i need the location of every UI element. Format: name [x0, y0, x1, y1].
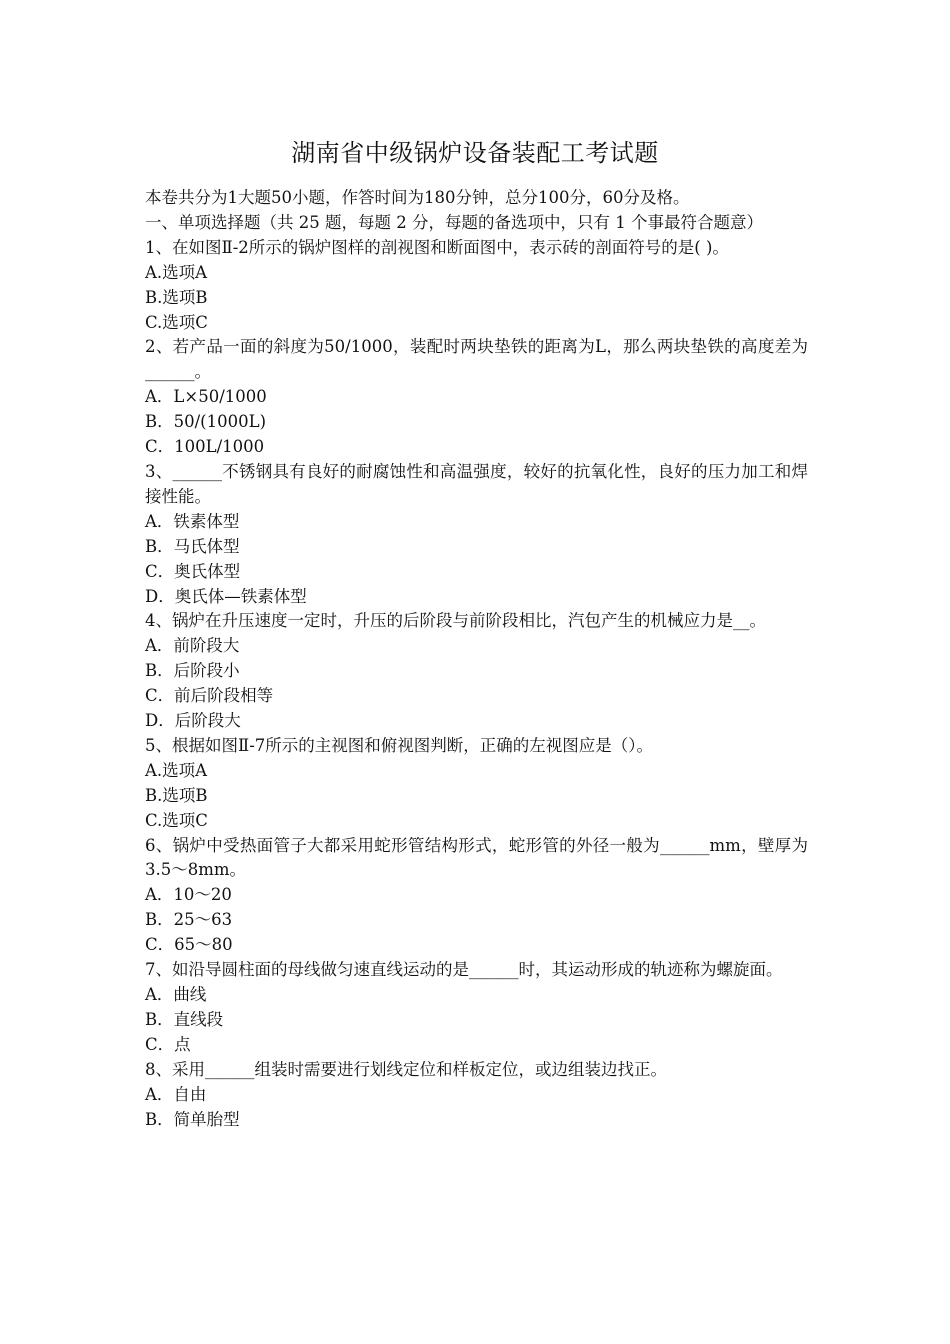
- question-8-option-b: B．简单胎型: [145, 1109, 240, 1129]
- question-7-option-c: C．点: [145, 1034, 191, 1054]
- question-7-option-b: B．直线段: [145, 1009, 224, 1029]
- question-7-option-a: A．曲线: [145, 985, 207, 1004]
- question-7-stem: 7、如沿导圆柱面的母线做匀速直线运动的是______时，其运动形成的轨迹称为螺旋面。: [145, 960, 783, 980]
- question-3-option-d: D．奥氏体—铁素体型: [145, 586, 307, 606]
- document-body: [145, 186, 808, 1132]
- question-3-option-b: B．马氏体型: [145, 536, 240, 556]
- question-2-option-a: A．L×50/1000: [145, 387, 267, 407]
- question-4-option-b: B．后阶段小: [145, 661, 240, 681]
- question-5-option-a: A.选项A: [145, 760, 208, 780]
- question-2-option-c: C．100L/1000: [145, 437, 265, 457]
- question-6-option-c: C．65～80: [145, 935, 233, 955]
- intro-text: 本卷共分为1大题50小题，作答时间为180分钟，总分100分，60分及格。: [145, 188, 690, 207]
- question-3-option-c: C．奥氏体型: [145, 561, 241, 581]
- question-8-stem: 8、采用______组装时需要进行划线定位和样板定位，或边组装边找正。: [145, 1059, 667, 1079]
- question-5-stem: 5、根据如图Ⅱ-7所示的主视图和俯视图判断，正确的左视图应是（）。: [145, 735, 654, 755]
- section-heading: 一、单项选择题（共 25 题，每题 2 分，每题的备选项中，只有 1 个事最符合题意）: [145, 212, 763, 232]
- question-5-option-b: B.选项B: [145, 785, 208, 805]
- question-1-option-c: C.选项C: [145, 312, 208, 332]
- question-4-option-a: A．前阶段大: [145, 636, 240, 656]
- question-3-stem: 3、______不锈钢具有良好的耐腐蚀性和高温强度，较好的抗氧化性，良好的压力加工和焊接性能。: [145, 461, 808, 506]
- question-1-option-a: A.选项A: [145, 262, 208, 282]
- question-8-option-a: A．自由: [145, 1084, 207, 1104]
- question-1-stem: 1、在如图Ⅱ-2所示的锅炉图样的剖视图和断面图中，表示砖的剖面符号的是( )。: [145, 237, 729, 257]
- question-1-option-b: B.选项B: [145, 287, 208, 307]
- question-3-option-a: A．铁素体型: [145, 511, 240, 531]
- question-5-option-c: C.选项C: [145, 810, 208, 830]
- question-6-option-b: B．25～63: [145, 910, 233, 930]
- question-6-option-a: A．10～20: [145, 885, 232, 905]
- document-title: 湖南省中级锅炉设备装配工考试题: [291, 139, 659, 167]
- question-2-option-b: B．50/(1000L): [145, 412, 267, 432]
- question-4-option-c: C．前后阶段相等: [145, 686, 274, 706]
- question-4-stem: 4、锅炉在升压速度一定时，升压的后阶段与前阶段相比，汽包产生的机械应力是__。: [145, 611, 766, 631]
- question-4-option-d: D．后阶段大: [145, 711, 241, 731]
- question-2-stem: 2、若产品一面的斜度为50/1000，装配时两块垫铁的距离为L，那么两块垫铁的高度差为______。: [145, 337, 808, 382]
- question-6-stem: 6、锅炉中受热面管子大都采用蛇形管结构形式，蛇形管的外径一般为______mm，壁厚为3.5～8mm。: [145, 835, 808, 880]
